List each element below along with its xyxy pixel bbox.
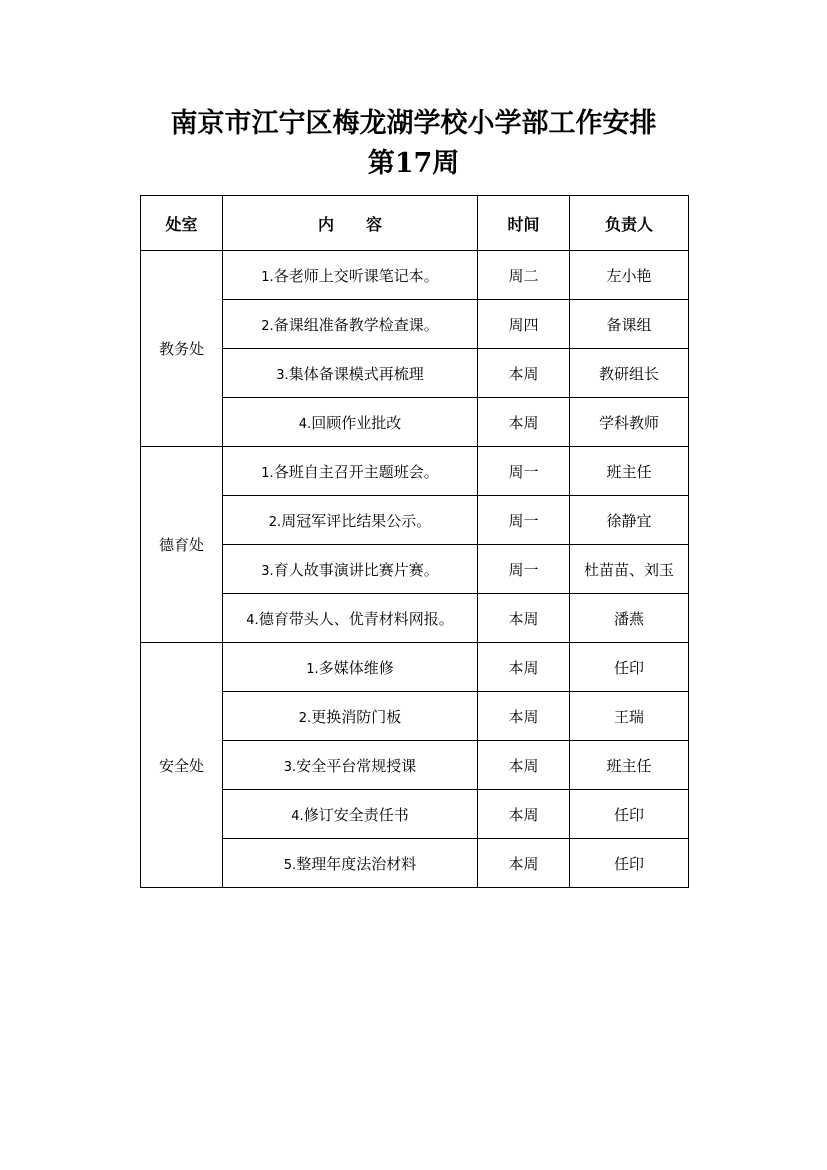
owner-cell: 任印 [570, 839, 689, 888]
content-cell [223, 692, 478, 741]
content-cell [223, 643, 478, 692]
header-row [141, 196, 689, 251]
content-cell [223, 447, 478, 496]
owner-cell: 任印 [570, 790, 689, 839]
item-text: 整理年度法治材料 [296, 854, 417, 873]
header-dept: 处室 [141, 196, 223, 251]
table-row [141, 300, 689, 349]
owner-cell: 王瑞 [570, 692, 689, 741]
item-number: 3. [261, 563, 274, 579]
header-time: 时间 [478, 196, 570, 251]
table-row [141, 790, 689, 839]
item-number: 4. [291, 808, 304, 824]
item-number: 5. [283, 857, 297, 873]
table-row [141, 741, 689, 790]
time-cell: 本周 [478, 643, 570, 692]
content-cell [223, 594, 478, 643]
item-text: 育人故事演讲比赛片赛。 [273, 560, 439, 579]
item-text: 回顾作业批改 [311, 413, 402, 432]
owner-cell: 班主任 [570, 447, 689, 496]
time-cell: 周一 [478, 447, 570, 496]
item-number: 4. [298, 416, 312, 432]
item-number: 1. [261, 269, 274, 285]
dept-cell: 安全处 [141, 643, 223, 888]
owner-cell: 学科教师 [570, 398, 689, 447]
time-cell: 周四 [478, 300, 570, 349]
owner-cell: 左小艳 [570, 251, 689, 300]
content-cell [223, 496, 478, 545]
content-cell [223, 398, 478, 447]
item-number: 2. [261, 318, 274, 334]
schedule-table [140, 195, 689, 888]
item-number: 3. [283, 759, 297, 775]
item-text: 德育带头人、优青材料网报。 [258, 609, 454, 628]
table-row [141, 594, 689, 643]
time-cell: 周一 [478, 545, 570, 594]
time-cell: 本周 [478, 692, 570, 741]
owner-cell: 潘燕 [570, 594, 689, 643]
time-cell: 本周 [478, 790, 570, 839]
time-cell: 周二 [478, 251, 570, 300]
item-text: 各班自主召开主题班会。 [273, 462, 439, 481]
item-text: 集体备课模式再梳理 [288, 364, 424, 383]
table-row [141, 839, 689, 888]
owner-cell: 徐静宜 [570, 496, 689, 545]
table-row [141, 643, 689, 692]
item-text: 修订安全责任书 [303, 805, 409, 824]
week-label: 第17周 [367, 148, 460, 179]
content-cell [223, 790, 478, 839]
owner-cell: 任印 [570, 643, 689, 692]
table-row [141, 692, 689, 741]
dept-cell: 教务处 [141, 251, 223, 447]
table-row [141, 496, 689, 545]
item-text: 各老师上交听课笔记本。 [273, 266, 439, 285]
item-text: 备课组准备教学检查课。 [273, 315, 439, 334]
content-cell [223, 251, 478, 300]
content-cell [223, 349, 478, 398]
owner-cell: 备课组 [570, 300, 689, 349]
item-text: 多媒体维修 [318, 658, 394, 677]
content-cell [223, 741, 478, 790]
table-row [141, 545, 689, 594]
header-content: 内 容 [223, 196, 478, 251]
header-owner: 负责人 [570, 196, 689, 251]
item-text: 周冠军评比结果公示。 [281, 511, 432, 530]
table-row [141, 398, 689, 447]
content-cell [223, 300, 478, 349]
owner-cell: 教研组长 [570, 349, 689, 398]
time-cell: 本周 [478, 741, 570, 790]
owner-cell: 班主任 [570, 741, 689, 790]
item-number: 2. [268, 514, 282, 530]
time-cell: 本周 [478, 349, 570, 398]
table-row [141, 447, 689, 496]
item-number: 3. [276, 367, 289, 383]
time-cell: 本周 [478, 398, 570, 447]
item-number: 1. [261, 465, 274, 481]
item-text: 安全平台常规授课 [296, 756, 417, 775]
page-title: 南京市江宁区梅龙湖学校小学部工作安排 [170, 108, 657, 139]
item-number: 4. [246, 612, 259, 628]
owner-cell: 杜苗苗、刘玉 [570, 545, 689, 594]
content-cell [223, 545, 478, 594]
time-cell: 周一 [478, 496, 570, 545]
content-cell [223, 839, 478, 888]
time-cell: 本周 [478, 839, 570, 888]
item-number: 1. [306, 661, 319, 677]
dept-cell: 德育处 [141, 447, 223, 643]
item-text: 更换消防门板 [311, 707, 402, 726]
item-number: 2. [298, 710, 312, 726]
table-row [141, 251, 689, 300]
time-cell: 本周 [478, 594, 570, 643]
table-row [141, 349, 689, 398]
